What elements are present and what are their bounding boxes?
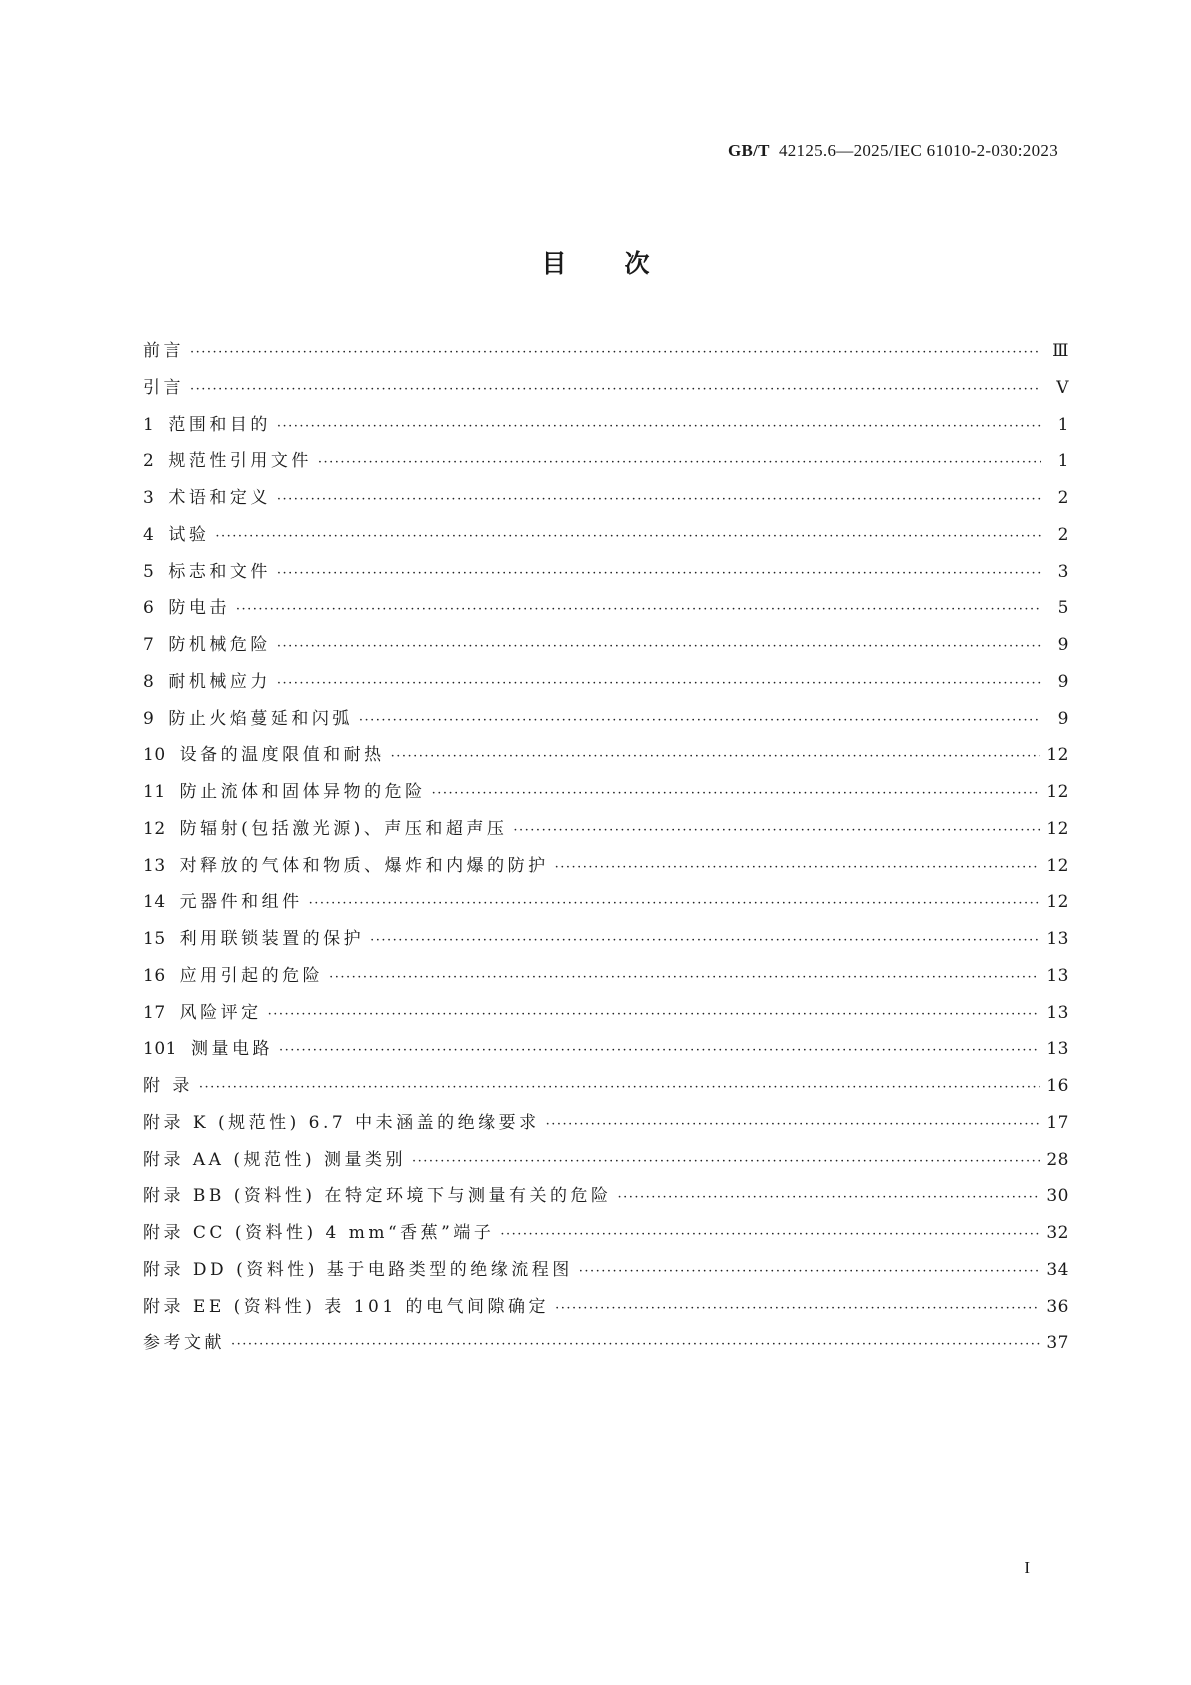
toc-entry-number: 1 [143,414,155,435]
toc-entry-label: 标志和文件 [168,561,271,582]
toc-entry-page: 13 [1046,965,1069,986]
toc-entry-label: 应用引起的危险 [179,965,324,986]
toc-entry-number: 7 [143,635,155,655]
toc-entry[interactable] [143,414,1069,451]
toc-entry-page: 12 [1046,782,1069,802]
toc-entry-number: 10 [143,745,166,766]
toc-leader-dots [215,526,1041,548]
toc-entry-label: 防电击 [168,598,230,619]
toc-entry-number: 17 [143,1002,166,1023]
toc-entry-page: 30 [1046,1186,1069,1207]
toc-entry-number: 9 [143,708,155,729]
toc-entry-page: 13 [1046,929,1069,949]
toc-leader-dots [555,1298,1040,1320]
toc-entry-page: 17 [1046,1112,1069,1133]
toc-entry[interactable] [143,340,1069,377]
toc-leader-dots [277,673,1041,695]
toc-leader-dots [277,416,1041,438]
toc-entry-page: 12 [1046,745,1069,766]
toc-entry-page: 12 [1046,892,1069,913]
toc-entry-page: 34 [1046,1259,1069,1280]
toc-entry[interactable] [143,1075,1069,1112]
toc-leader-dots [277,563,1041,585]
toc-leader-dots [579,1261,1041,1283]
toc-entry-number: 101 [143,1039,177,1060]
table-of-contents [143,340,1069,1369]
toc-entry-label: 规范性引用文件 [168,451,312,472]
toc-entry-page: 28 [1046,1149,1069,1170]
toc-entry-label: 附录 AA (规范性) 测量类别 [143,1149,407,1170]
toc-entry-label: 附录 EE (资料性) 表 101 的电气间隙确定 [143,1296,550,1317]
toc-leader-dots [199,1077,1040,1099]
toc-entry-number: 12 [143,818,166,839]
toc-leader-dots [555,857,1041,879]
toc-entry-label: 风险评定 [179,1002,262,1023]
toc-entry-page: 37 [1046,1333,1069,1354]
toc-entry-label: 引言 [143,377,184,398]
toc-entry-label: 前言 [143,341,184,361]
toc-entry-label: 防止流体和固体异物的危险 [179,782,426,802]
toc-entry[interactable] [143,561,1069,598]
toc-entry-label: 耐机械应力 [168,671,271,692]
toc-entry-label: 术语和定义 [168,488,271,508]
toc-entry[interactable] [143,818,1069,855]
toc-leader-dots [359,710,1041,732]
toc-entry[interactable] [143,781,1069,818]
toc-entry[interactable] [143,1259,1069,1296]
toc-entry[interactable] [143,965,1069,1002]
toc-leader-dots [391,746,1041,768]
toc-entry-number: 5 [143,561,155,582]
toc-leader-dots [231,1334,1040,1356]
toc-entry-label: 附 录 [143,1076,193,1096]
toc-entry-label: 设备的温度限值和耐热 [179,745,385,766]
toc-entry[interactable] [143,1332,1069,1369]
toc-entry-page: Ⅴ [1056,377,1069,398]
toc-entry[interactable] [143,597,1069,634]
toc-entry-label: 附录 CC (资料性) 4 mm“香蕉”端子 [143,1223,495,1243]
toc-entry-page: Ⅲ [1052,341,1069,361]
toc-entry[interactable] [143,928,1069,965]
toc-entry-number: 13 [143,855,166,876]
standard-code [728,141,1058,161]
toc-entry-page: 36 [1046,1296,1069,1317]
toc-entry-label: 测量电路 [190,1039,273,1060]
toc-entry[interactable] [143,1112,1069,1149]
toc-entry[interactable] [143,487,1069,524]
toc-entry-label: 元器件和组件 [179,892,303,913]
toc-entry-label: 利用联锁装置的保护 [179,929,365,949]
toc-entry[interactable] [143,634,1069,671]
toc-leader-dots [513,820,1040,842]
toc-entry[interactable] [143,1149,1069,1186]
toc-leader-dots [279,1040,1040,1062]
toc-entry-page: 9 [1057,708,1069,729]
toc-entry-page: 3 [1057,561,1069,582]
toc-entry-page: 5 [1057,598,1069,619]
toc-entry[interactable] [143,1185,1069,1222]
page-title [0,244,1191,280]
standard-number: 42125.6—2025/IEC 61010-2-030:2023 [778,141,1058,160]
toc-entry-number: 3 [143,488,155,508]
toc-leader-dots [190,342,1041,364]
toc-entry[interactable] [143,891,1069,928]
toc-entry-label: 防辐射(包括激光源)、声压和超声压 [179,818,508,839]
title-char-2: 次 [624,249,650,278]
page-number: I [1024,1558,1030,1577]
toc-leader-dots [277,489,1041,511]
toc-entry-page: 16 [1046,1076,1069,1096]
toc-entry-label: 附录 DD (资料性) 基于电路类型的绝缘流程图 [143,1259,573,1280]
toc-entry-label: 防机械危险 [168,635,271,655]
toc-leader-dots [500,1224,1040,1246]
toc-entry[interactable] [143,671,1069,708]
toc-entry-label: 范围和目的 [168,414,271,435]
toc-entry[interactable] [143,1296,1069,1333]
toc-leader-dots [412,1151,1040,1173]
toc-entry[interactable] [143,450,1069,487]
toc-entry-label: 参考文献 [143,1333,225,1354]
toc-entry[interactable] [143,744,1069,781]
toc-entry-number: 14 [143,892,166,913]
toc-leader-dots [309,893,1041,915]
toc-entry-page: 1 [1057,451,1069,472]
toc-leader-dots [277,636,1041,658]
toc-entry-number: 11 [143,782,166,802]
standard-prefix: GB/T [728,141,770,160]
toc-entry-page: 13 [1046,1039,1069,1060]
toc-entry[interactable] [143,1038,1069,1075]
toc-entry-page: 9 [1057,635,1069,655]
toc-entry-page: 13 [1046,1002,1069,1023]
toc-entry[interactable] [143,377,1069,414]
title-char-1: 目 [541,249,567,278]
toc-entry-label: 附录 K (规范性) 6.7 中未涵盖的绝缘要求 [143,1112,540,1133]
toc-entry-label: 对释放的气体和物质、爆炸和内爆的防护 [179,855,549,876]
toc-leader-dots [546,1114,1041,1136]
toc-leader-dots [617,1187,1040,1209]
toc-entry[interactable] [143,855,1069,892]
toc-entry-page: 2 [1057,524,1069,545]
toc-entry-label: 防止火焰蔓延和闪弧 [168,708,353,729]
toc-entry[interactable] [143,708,1069,745]
toc-entry-page: 1 [1057,414,1069,435]
toc-entry-number: 4 [143,524,155,545]
toc-leader-dots [318,452,1041,474]
toc-leader-dots [370,930,1040,952]
toc-entry-page: 9 [1057,671,1069,692]
toc-entry[interactable] [143,1222,1069,1259]
toc-leader-dots [432,783,1041,805]
toc-entry-number: 2 [143,451,155,472]
toc-entry-page: 12 [1046,855,1069,876]
toc-entry[interactable] [143,1002,1069,1039]
toc-entry-number: 15 [143,929,166,949]
toc-entry-label: 试验 [168,524,210,545]
toc-entry[interactable] [143,524,1069,561]
toc-entry-page: 12 [1046,818,1069,839]
toc-entry-number: 8 [143,671,155,692]
toc-entry-label: 附录 BB (资料性) 在特定环境下与测量有关的危险 [143,1186,612,1207]
toc-entry-page: 32 [1046,1223,1069,1243]
toc-leader-dots [268,1004,1041,1026]
toc-leader-dots [329,967,1040,989]
toc-entry-number: 16 [143,965,166,986]
toc-leader-dots [190,379,1041,401]
toc-entry-number: 6 [143,598,155,619]
toc-entry-page: 2 [1057,488,1069,508]
toc-leader-dots [236,599,1041,621]
